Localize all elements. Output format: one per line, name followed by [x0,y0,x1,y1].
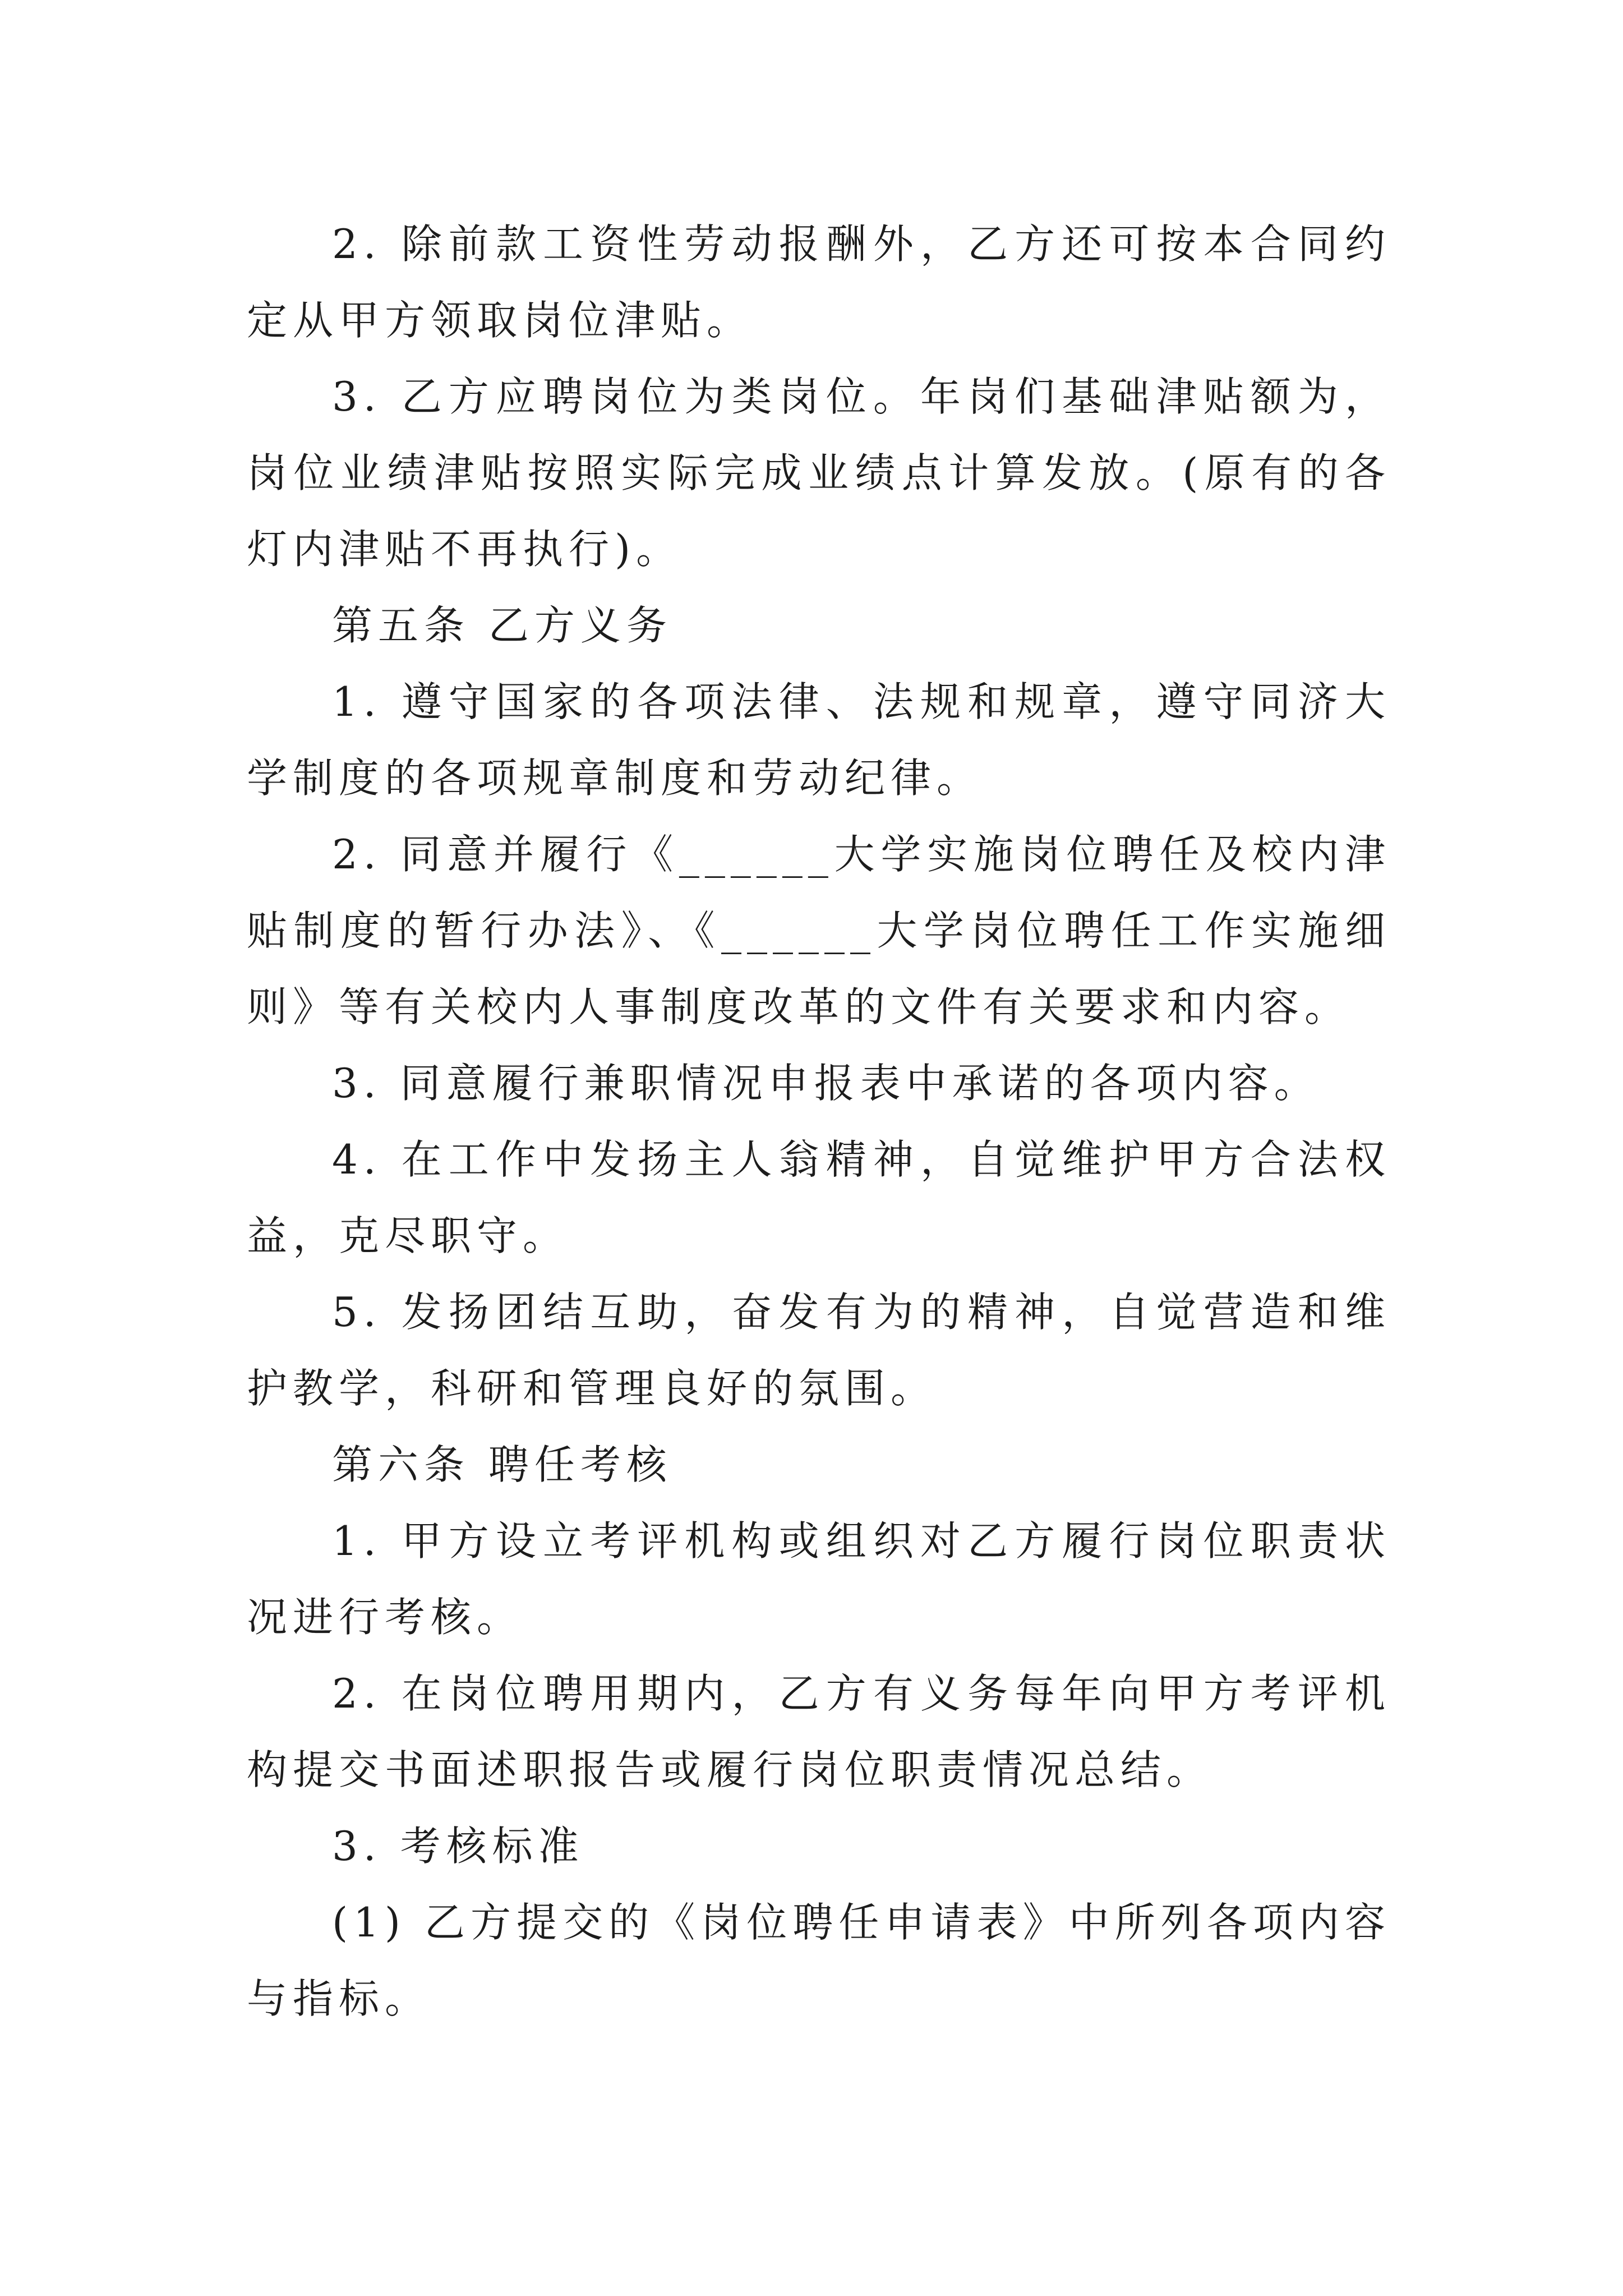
clause-paragraph: 2. 除前款工资性劳动报酬外，乙方还可按本合同约定从甲方领取岗位津贴。 [247,220,1391,344]
clause-paragraph: 1. 遵守国家的各项法律、法规和规章，遵守同济大学制度的各项规章制度和劳动纪律。 [247,678,1391,802]
clause-paragraph: 1. 甲方设立考评机构或组织对乙方履行岗位职责状况进行考核。 [247,1517,1391,1641]
section-heading: 第六条 聘任考核 [332,1441,672,1488]
clause-paragraph: 3. 乙方应聘岗位为类岗位。年岗们基础津贴额为，岗位业绩津贴按照实际完成业绩点计算发放。(原有的各灯内津贴不再执行)。 [247,373,1391,573]
clause-paragraph: 5. 发扬团结互助，奋发有为的精神，自觉营造和维护教学，科研和管理良好的氛围。 [247,1289,1391,1412]
section-heading: 第五条 乙方义务 [332,602,672,649]
document-body [247,206,1391,2037]
clause-paragraph: 3. 考核标准 [332,1823,584,1870]
clause-paragraph: 3. 同意履行兼职情况申报表中承诺的各项内容。 [332,1060,1320,1107]
clause-paragraph: 2. 同意并履行《______大学实施岗位聘任及校内津贴制度的暂行办法》、《______大学岗位聘任工作实施细则》等有关校内人事制度改革的文件有关要求和内容。 [247,831,1391,1030]
clause-paragraph: 2. 在岗位聘用期内，乙方有义务每年向甲方考评机构提交书面述职报告或履行岗位职责情况总结。 [247,1670,1391,1793]
clause-paragraph: (1) 乙方提交的《岗位聘任申请表》中所列各项内容与指标。 [247,1899,1391,2022]
clause-paragraph: 4. 在工作中发扬主人翁精神，自觉维护甲方合法权益，克尽职守。 [247,1136,1391,1259]
